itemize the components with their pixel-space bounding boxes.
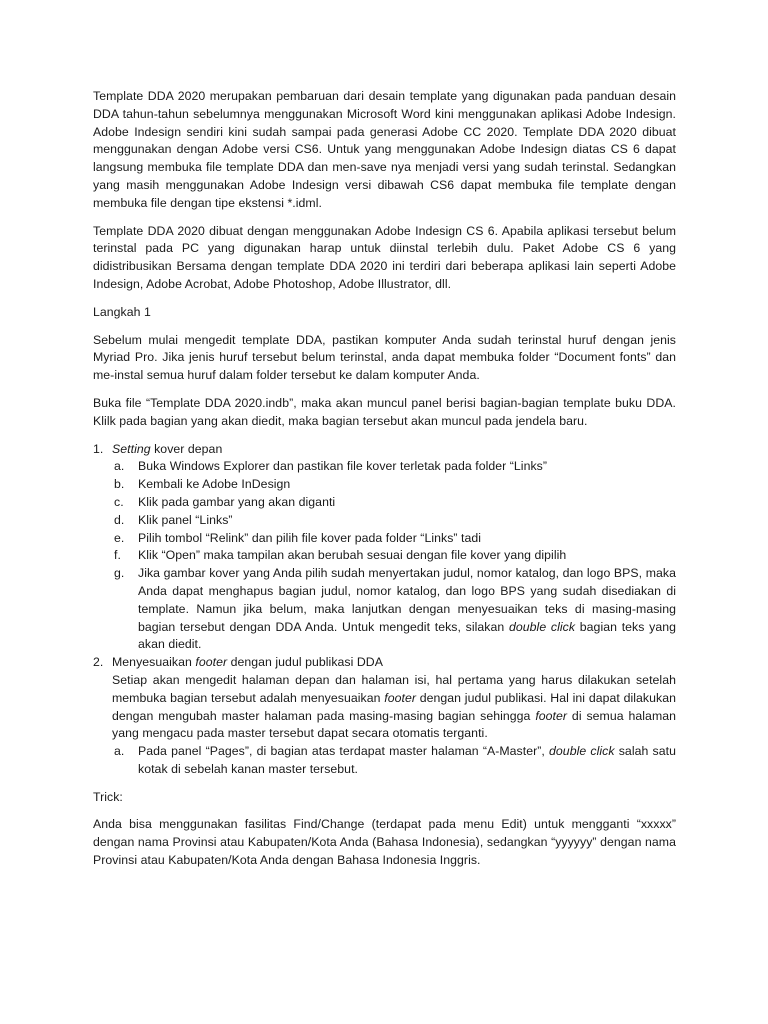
substep-item — [112, 547, 676, 565]
substep-italic: double click — [549, 744, 615, 759]
substep-letter: a. — [114, 459, 125, 474]
steps-list — [93, 441, 676, 779]
substep-letter: f. — [114, 548, 121, 563]
substep-g-text: Jika gambar kover yang Anda pilih sudah menyertakan judul, nomor katalog, dan logo BPS, maka Anda dapat menghapus bagian judul, nomor katalog, dan logo BPS yang sudah disediakan di template. Namun jika belum, maka lanjutkan dengan menyesuaikan teks di masing-masing bagian tersebut dengan DDA Anda. Untuk mengedit teks, silakan — [138, 566, 676, 634]
substeps-list — [112, 458, 676, 654]
substep-letter: d. — [114, 512, 125, 527]
langkah-paragraph-1: Sebelum mulai mengedit template DDA, pastikan komputer Anda sudah terinstal huruf dengan jenis Myriad Pro. Jika jenis huruf tersebut belum terinstal, anda dapat membuka folder “Document fonts” dan me-instal semua huruf dalam folder tersebut ke dalam komputer Anda. — [93, 332, 676, 383]
substep-item — [112, 476, 676, 494]
step-body-mid: dengan judul publikasi. Hal ini dapat dilakukan dengan mengubah master halaman pada masing-masing bagian sehingga — [112, 690, 676, 723]
substep-post: salah satu kotak di sebelah kanan master tersebut. — [138, 744, 676, 776]
substep-item — [112, 458, 676, 476]
substep-pre: Pada panel “Pages”, di bagian atas terdapat master halaman “A-Master”, — [138, 744, 550, 759]
langkah-paragraph-2: Buka file “Template DDA 2020.indb”, maka akan muncul panel berisi bagian-bagian template buku DDA. Klilk pada bagian yang akan diedit, maka bagian tersebut akan muncul pada jendela baru. — [93, 395, 676, 428]
langkah-heading: Langkah 1 — [93, 304, 151, 319]
intro-paragraph-1: Template DDA 2020 merupakan pembaruan dari desain template yang digunakan pada panduan desain DDA tahun-tahun sebelumnya menggunakan Microsoft Word kini menggunakan aplikasi Adobe Indesign. Adobe Indesign sendiri kini sudah sampai pada generasi Adobe CC 2020. Template DDA 2020 dibuat menggunakan dengan Adobe versi CS6. Untuk yang menggunakan Adobe Indesign diatas CS 6 dapat langsung membuka file template DDA dan men-save nya menjadi versi yang sudah terinstal. Sedangkan yang masih menggunakan Adobe Indesign versi dibawah CS6 dapat membuka file template dengan membuka file dengan tipe ekstensi *.idml. — [93, 89, 676, 210]
substep-text: Kembali ke Adobe InDesign — [138, 477, 291, 492]
step-body-italic-1: footer — [384, 690, 416, 705]
intro-paragraph-2: Template DDA 2020 dibuat dengan menggunakan Adobe Indesign CS 6. Apabila aplikasi tersebut belum terinstal pada PC yang digunakan harap untuk diinstal terlebih dulu. Paket Adobe CS 6 yang didistribusikan Bersama dengan template DDA 2020 ini terdiri dari beberapa aplikasi lain seperti Adobe Indesign, Adobe Acrobat, Adobe Photoshop, Adobe Illustrator, dll. — [93, 223, 676, 291]
step-item-2 — [93, 654, 676, 779]
substep-g-italic: double click — [508, 619, 576, 634]
step-body-post: di semua halaman yang mengacu pada master tersebut dapat secara otomatis terganti. — [112, 708, 677, 741]
substep-item — [112, 530, 676, 548]
substep-text: Klik “Open” maka tampilan akan berubah sesuai dengan file kover yang dipilih — [138, 548, 567, 563]
step-title — [112, 441, 676, 459]
step-body-pre: Setiap akan mengedit halaman depan dan halaman isi, hal pertama yang harus dilakukan setelah membuka bagian tersebut adalah menyesuaikan — [112, 672, 676, 705]
step-number: 1. — [93, 441, 104, 456]
step-title-rest: dengan judul publikasi DDA — [227, 655, 383, 670]
substep-text: Klik panel “Links” — [138, 512, 233, 527]
step-item-1 — [93, 441, 676, 655]
step-body — [112, 672, 676, 743]
trick-heading: Trick: — [93, 789, 123, 804]
substep-item — [112, 743, 676, 779]
substep-text: Buka Windows Explorer dan pastikan file kover terletak pada folder “Links” — [138, 459, 548, 474]
step-title-italic: footer — [195, 655, 228, 670]
step-title — [112, 654, 676, 672]
step-title-rest: kover depan — [150, 441, 223, 456]
substep-letter: b. — [114, 477, 125, 492]
substep-letter: g. — [114, 566, 125, 581]
step-title-pre: Menyesuaikan — [112, 655, 196, 670]
substep-letter: c. — [114, 494, 124, 509]
step-title-italic: Setting — [112, 441, 151, 456]
step-number: 2. — [93, 655, 104, 670]
substep-item — [112, 512, 676, 530]
substep-letter: e. — [114, 530, 125, 545]
trick-paragraph: Anda bisa menggunakan fasilitas Find/Change (terdapat pada menu Edit) untuk mengganti “xxxxx” dengan nama Provinsi atau Kabupaten/Kota Anda (Bahasa Indonesia), sedangkan “yyyyyy” dengan nama Provinsi atau Kabupaten/Kota Anda dengan Bahasa Indonesia Inggris. — [93, 817, 676, 868]
substeps-list — [112, 743, 676, 779]
document-page — [93, 88, 676, 880]
substep-text: Pilih tombol “Relink” dan pilih file kover pada folder “Links” tadi — [138, 530, 482, 545]
step-body-italic-2: footer — [535, 708, 568, 723]
substep-letter: a. — [114, 744, 125, 759]
substep-g-tail: bagian teks yang akan diedit. — [138, 619, 677, 652]
substep-text: Klik pada gambar yang akan diganti — [138, 494, 336, 509]
substep-item — [112, 494, 676, 512]
substep-item-g — [112, 565, 676, 654]
